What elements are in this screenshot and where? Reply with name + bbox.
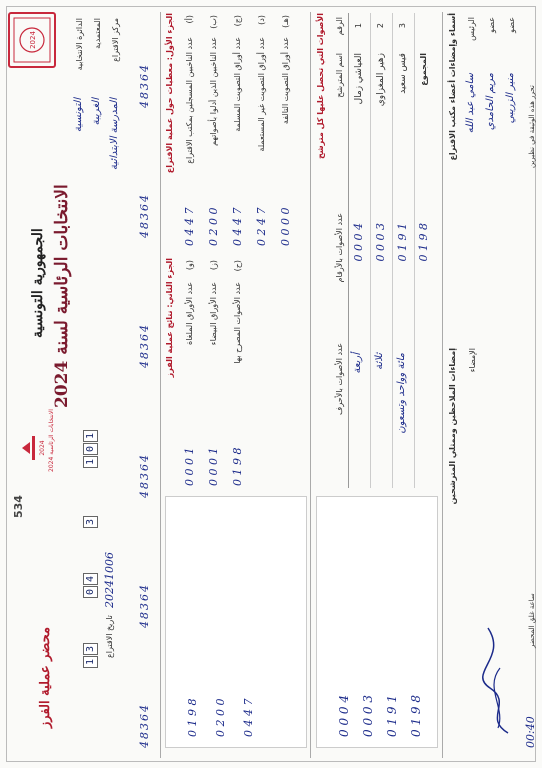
candidate-number: 3 (398, 23, 407, 29)
verification-value: 0 4 4 7 (242, 698, 255, 737)
field-label-circonscription: الدائرة الانتخابية (75, 18, 84, 71)
row-code: (ب) (209, 15, 218, 29)
row-label: عدد أوراق التصويت غير المستعملة (257, 37, 266, 152)
candidate-name: قيس سعيد (398, 53, 408, 94)
republic-label: الجمهورية التونسية (30, 228, 46, 338)
row-label: عدد أوراق التصويت التالفة (281, 37, 290, 125)
row-code: (ح) (233, 260, 242, 272)
recap-total: 0 1 9 8 (409, 695, 423, 737)
code-digit: 0 (83, 586, 98, 598)
member-name: مريم الحامدي (485, 73, 496, 131)
section2-row (205, 258, 227, 488)
candidate-row (372, 13, 393, 488)
logo-label: الانتخابات الرئاسية 2024 (48, 409, 55, 472)
candidate-row (350, 13, 371, 488)
field-value-circonscription: التونسية (73, 98, 84, 133)
svg-text:2024: 2024 (39, 440, 46, 456)
candidates-header (332, 13, 349, 488)
section1-row (205, 13, 227, 248)
handwritten-signature-icon (478, 618, 518, 738)
candidates-total-row (416, 13, 434, 488)
signature-label: الإمضاء (468, 348, 477, 373)
row-value: 0 4 4 7 (183, 207, 196, 246)
recap-value: 0 0 0 3 (361, 695, 375, 737)
field-label-delegation: المعتمدية (93, 18, 102, 49)
candidate-votes-words: مائة وواحد وتسعون (396, 353, 407, 434)
row-value: 0 2 0 0 (207, 207, 220, 246)
candidate-votes-words: ثلاثة (374, 353, 385, 370)
footer-note: تحرر هذه الوثيقة في نظيرين (528, 85, 536, 168)
row-code: (ز) (209, 260, 218, 271)
barcode-strip (135, 18, 157, 748)
barcode-number: 48364 (138, 703, 151, 748)
candidate-row (394, 13, 415, 488)
verification-value: 0 2 0 0 (214, 698, 227, 737)
candidate-votes: 0 1 9 1 (396, 223, 409, 262)
total-label: المجموع (419, 53, 428, 86)
isie-logo (18, 428, 48, 468)
observers-title: إمضاءات الملاحظين وممثلي المترشحين (448, 348, 457, 505)
row-value: 0 4 4 7 (231, 207, 244, 246)
code-boxes (83, 573, 98, 598)
field-label-center: مركز الاقتراع (111, 18, 120, 62)
section1-title: الجزء الأول: معطيات حول عملية الاقتراع (165, 13, 174, 174)
members-signatures (448, 13, 528, 338)
code-digit: 1 (83, 656, 98, 668)
barcode-number: 48364 (138, 583, 151, 628)
row-code: (و) (185, 260, 194, 271)
code-digit: 3 (83, 643, 98, 655)
code-digit: 0 (83, 443, 98, 455)
votes-recap-block (316, 496, 438, 748)
divider (442, 12, 443, 758)
code-digit: 1 (83, 430, 98, 442)
identification-block (75, 18, 135, 248)
member-role: الرئيس (467, 17, 476, 41)
field-value-delegation: الغريبة (91, 98, 102, 126)
candidate-number: 2 (376, 23, 385, 29)
member-row (464, 13, 482, 338)
section1-row (229, 13, 251, 248)
candidate-number: 1 (354, 23, 363, 29)
form-number: 534 (12, 495, 25, 518)
row-label: عدد أوراق التصويت المسلمة (233, 37, 242, 132)
row-code: (د) (257, 15, 266, 25)
column-header: عدد الأصوات بالأحرف (335, 343, 344, 415)
closing-time-value: 00:40 (524, 716, 537, 748)
observers-signatures (448, 348, 528, 748)
section2-block (165, 258, 305, 488)
section1-block (165, 13, 305, 248)
candidate-votes: 0 0 0 4 (352, 223, 365, 262)
form-title: محضر عملية الفرز (38, 627, 53, 728)
candidates-table (316, 13, 436, 488)
divider (160, 12, 161, 758)
code-digit: 3 (83, 516, 98, 528)
code-digit: 1 (83, 456, 98, 468)
date-value: 20241006 (103, 552, 116, 608)
candidate-votes-words: أربعة (352, 353, 363, 374)
total-value: 0 1 9 8 (417, 223, 430, 262)
member-row (484, 13, 502, 338)
column-header: اسم المترشح (335, 53, 344, 98)
section1-row (277, 13, 299, 248)
row-label: عدد الأوراق الملغاة (185, 282, 194, 345)
closing-time-label: ساعة غلق المحضر (528, 593, 536, 648)
section1-row (253, 13, 275, 248)
candidates-title: الأصوات التي تحصل عليها كل مترشح (316, 13, 325, 159)
election-title: الانتخابات الرئاسية لسنة 2024 (52, 184, 72, 408)
column-header: عدد الأصوات بالأرقام (335, 213, 344, 283)
member-name: منير الزريبي (505, 73, 516, 124)
member-name: سامي عبد الله (465, 73, 476, 134)
row-label: عدد الناخبين الذين أدلوا بأصواتهم (209, 37, 218, 146)
stamp-seal-icon (10, 14, 54, 66)
members-title: أسماء وإمضاءات أعضاء مكتب الاقتراع (448, 13, 457, 161)
row-value: 0 1 9 8 (231, 447, 244, 486)
logo-icon (18, 428, 48, 468)
recap-value: 0 0 0 4 (337, 695, 351, 737)
row-value: 0 0 0 0 (279, 207, 292, 246)
row-value: 0 2 4 7 (255, 207, 268, 246)
recap-value: 0 1 9 1 (385, 695, 399, 737)
row-label: عدد الأوراق البيضاء (209, 282, 218, 346)
barcode-number: 48364 (138, 63, 151, 108)
code-boxes (83, 516, 98, 528)
row-value: 0 0 0 1 (183, 447, 196, 486)
row-label: عدد الأصوات المصرح بها (233, 282, 242, 364)
field-value-center: المدرسة الابتدائية (109, 98, 120, 171)
barcode-number: 48364 (138, 453, 151, 498)
candidate-name: زهير المغزاوي (376, 53, 386, 107)
codes-block (75, 268, 125, 668)
barcode-number: 48364 (138, 193, 151, 238)
row-code: (ج) (233, 15, 242, 27)
verification-value: 0 1 9 8 (186, 698, 199, 737)
section2-row (181, 258, 203, 488)
divider (310, 12, 311, 758)
member-role: عضو (507, 17, 516, 33)
row-code: (أ) (185, 15, 194, 24)
row-value: 0 0 0 1 (207, 447, 220, 486)
date-label: تاريخ الاقتراع (105, 615, 114, 658)
red-stamp (8, 12, 56, 68)
section2-title: الجزء الثاني: نتائج عملية الفرز (165, 258, 174, 378)
candidate-votes: 0 0 0 3 (374, 223, 387, 262)
column-header: الرقم (335, 17, 344, 36)
member-row (504, 13, 522, 338)
verification-block (165, 496, 307, 748)
section1-row (181, 13, 203, 248)
row-label: عدد الناخبين المسجلين بمكتب الاقتراع (185, 37, 194, 164)
row-code: (هـ) (281, 15, 290, 28)
code-boxes (83, 430, 98, 468)
barcode-number: 48364 (138, 323, 151, 368)
candidate-name: العياشي زمال (354, 53, 364, 105)
code-digit: 4 (83, 573, 98, 585)
member-role: عضو (487, 17, 496, 33)
section2-row (229, 258, 251, 488)
svg-text:2024: 2024 (29, 31, 37, 49)
code-boxes (83, 643, 98, 668)
